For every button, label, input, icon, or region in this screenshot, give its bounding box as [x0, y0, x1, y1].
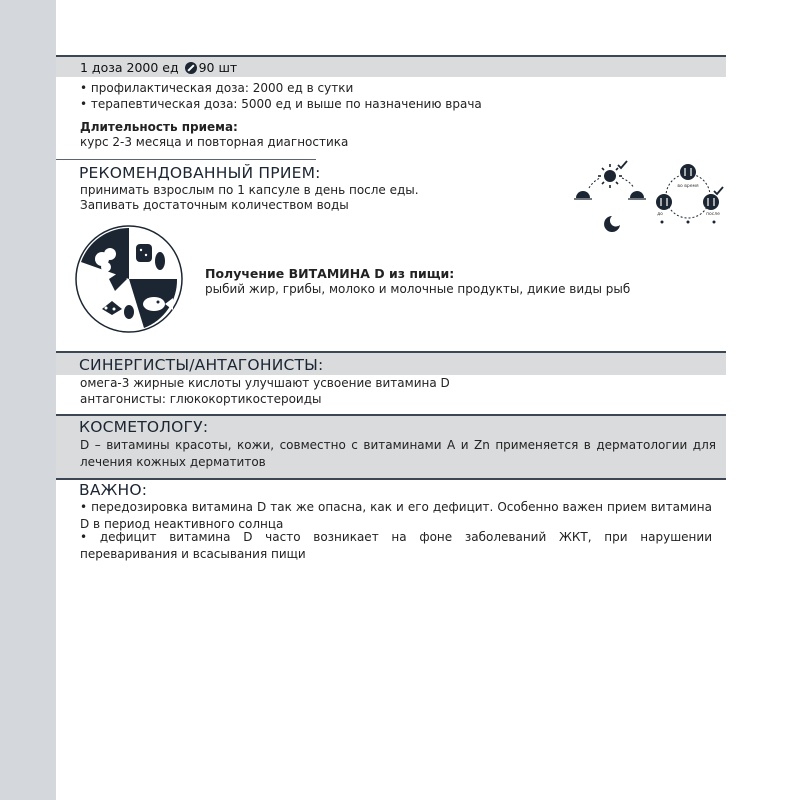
recommended-line-2: Запивать достаточным количеством воды: [80, 198, 349, 212]
time-of-day-icon: [572, 158, 652, 238]
recommended-rule: [56, 159, 316, 160]
cosmetology-title: КОСМЕТОЛОГУ:: [79, 418, 209, 436]
food-title: Получение ВИТАМИНА D из пищи:: [205, 266, 455, 281]
important-bullet-2: • дефицит витамина D часто возникает на фоне заболеваний ЖКТ, при нарушении переваривания и всасывания пищи: [80, 529, 712, 563]
dose-amount: 1 доза 2000 ед: [80, 60, 179, 75]
food-text: рыбий жир, грибы, молоко и молочные продукты, дикие виды рыб: [205, 282, 631, 296]
capsule-icon: [185, 62, 197, 74]
capsule-count: 90 шт: [198, 60, 238, 75]
meal-before-label: до: [657, 212, 663, 217]
duration-label: Длительность приема:: [80, 120, 238, 134]
meal-after-label: после: [706, 212, 720, 217]
synergists-line-1: омега-3 жирные кислоты улучшают усвоение витамина D: [80, 376, 450, 390]
duration-value: курс 2-3 месяца и повторная диагностика: [80, 135, 349, 149]
dose-bullet-1: • профилактическая доза: 2000 ед в сутки: [80, 80, 353, 97]
recommended-line-1: принимать взрослым по 1 капсуле в день после еды.: [80, 183, 419, 197]
important-rule: [56, 478, 726, 480]
dose-bullet-2: • терапевтическая доза: 5000 ед и выше по назначению врача: [80, 96, 482, 113]
synergists-title: СИНЕРГИСТЫ/АНТАГОНИСТЫ:: [79, 356, 324, 374]
food-sources-icon: [74, 224, 184, 334]
dose-line: [80, 59, 237, 76]
recommended-title: РЕКОМЕНДОВАННЫЙ ПРИЕМ:: [79, 164, 321, 182]
left-sidebar-strip: [0, 0, 56, 800]
synergists-line-2: антагонисты: глюкокортикостероиды: [80, 392, 322, 406]
cosmetology-text: D – витамины красоты, кожи, совместно с витаминами А и Zn применяется в дерматологии для лечения кожных дерматитов: [80, 438, 716, 469]
meal-during-label: во время: [677, 184, 699, 189]
dose-band-top-rule: [56, 55, 726, 57]
important-bullet-1: • передозировка витамина D так же опасна, как и его дефицит. Особенно важен прием витамина D в период неактивного солнца: [80, 499, 712, 533]
important-title: ВАЖНО:: [79, 481, 148, 499]
meal-timing-icon: [648, 160, 728, 230]
